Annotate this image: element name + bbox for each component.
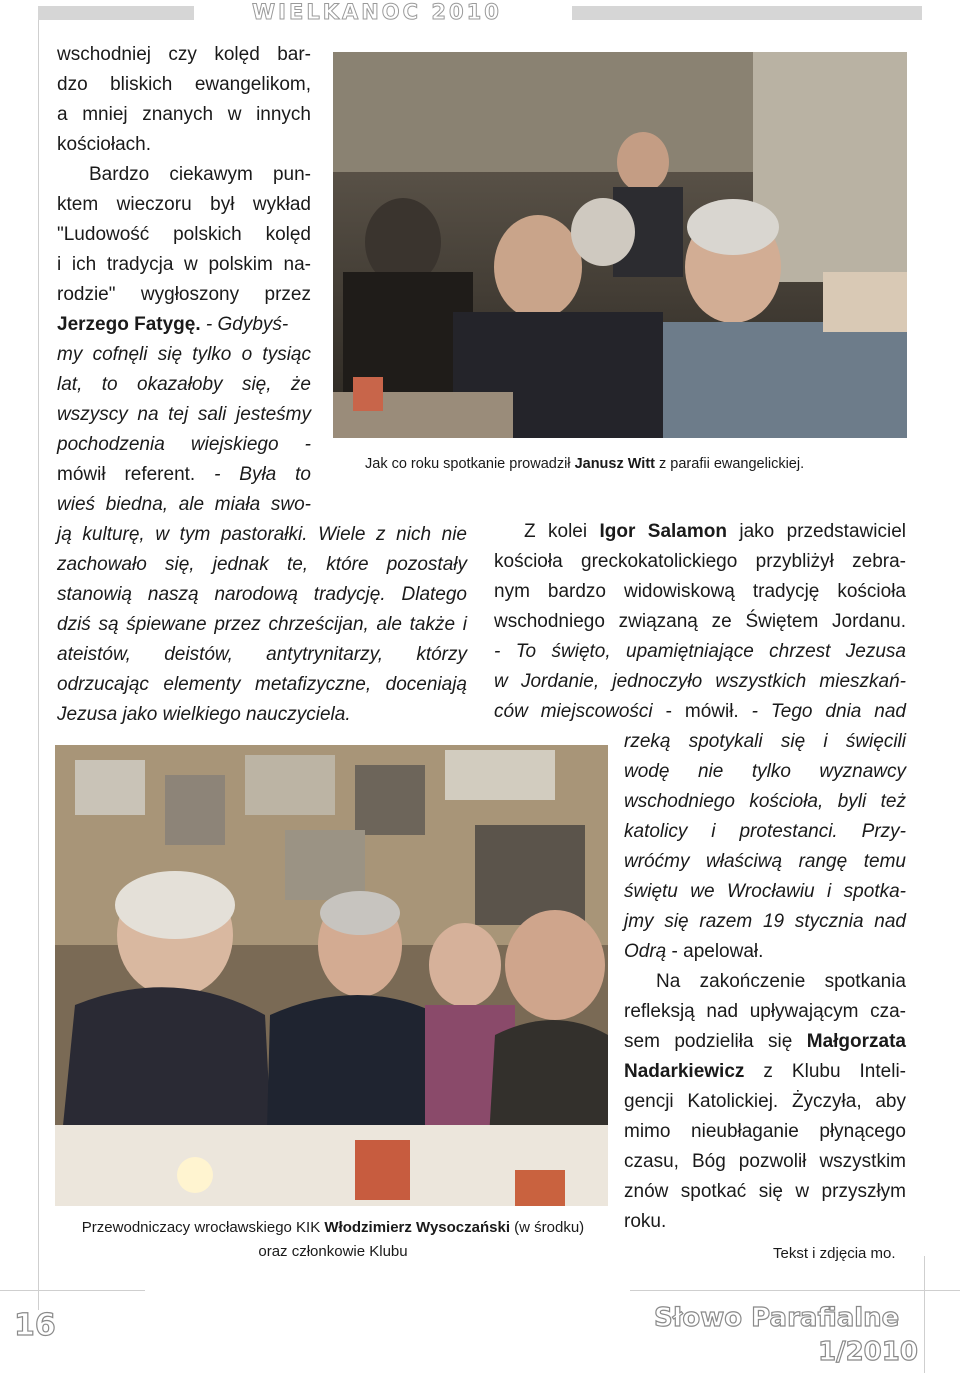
caption-name: Janusz Witt (574, 456, 655, 472)
quote-line: ateistów, deistów, antytrynitarzy, którzy (57, 644, 467, 665)
quote-line: świętu we Wrocławiu i spotka- (624, 881, 906, 902)
quote-text: - Była to (195, 464, 311, 485)
caption-text: Przewodniczacy wrocławskiego KIK (81, 1219, 325, 1236)
speaker-name: Nadarkiewicz (624, 1061, 745, 1082)
speaker-name: Jerzego Fatygę. (57, 314, 201, 335)
caption-line (58, 1216, 608, 1240)
text-line: nym bardzo widowiskową tradycję kościoła (494, 581, 906, 602)
quote-line: pochodzenia wiejskiego - (57, 434, 311, 455)
quote-line: dziś są śpiewane przez chrześcijan, ale także i (57, 614, 467, 635)
text-fragment: - mówił. (652, 701, 739, 722)
quote-line: wodę nie tylko wyznawcy (624, 761, 906, 782)
footer-rule-right (630, 1290, 960, 1291)
text-fragment: jako przedstawiciel (726, 521, 906, 542)
footer-rule-vertical (924, 1256, 925, 1373)
photo-meeting-top (333, 52, 907, 438)
header-bar-right (572, 6, 922, 20)
photo-caption-top (365, 456, 804, 472)
text-line: wschodniego związaną ze Świętem Jordanu. (494, 611, 906, 632)
quote-line: wschodniego kościoła, byli też (624, 791, 906, 812)
quote-line: stanowią naszą narodową tradycję. Dlatego (57, 584, 467, 605)
quote-line: wróćmy właściwą rangę temu (624, 851, 906, 872)
text-line: znów spotkać się w przyszłym (624, 1181, 906, 1202)
text-line: i ich tradycja w polskim na- (57, 254, 311, 275)
caption-name: Włodzimierz Wysoczański (324, 1219, 510, 1236)
text-line: ktem wieczoru był wykład (57, 194, 311, 215)
text-line (57, 463, 311, 487)
quote-text: ców miejscowości (494, 701, 653, 722)
text-line (494, 700, 906, 724)
text-line: refleksją nad upływającym cza- (624, 1001, 906, 1022)
quote-line: ją kulturę, w tym pastorałki. Wiele z nich nie (57, 524, 467, 545)
footer-rule-left (0, 1290, 145, 1291)
caption-text: z parafii ewangelickiej. (655, 456, 805, 472)
text-line: Na zakończenie spotkania (656, 971, 906, 992)
photo-meeting-bottom (55, 745, 608, 1206)
text-line: mimo nieubłaganie płynącego (624, 1121, 906, 1142)
quote-line: Jezusa jako wielkiego nauczyciela. (57, 704, 351, 725)
quote-line: odrzucając elementy metafizyczne, doceniają (57, 674, 467, 695)
text-line (624, 1060, 906, 1084)
text-fragment: Z kolei (524, 521, 600, 542)
text-line: czasu, Bóg pozwolił wszystkim (624, 1151, 906, 1172)
speaker-name: Małgorzata (806, 1031, 906, 1052)
text-line (624, 1030, 906, 1054)
quote-line: jmy się razem 19 stycznia nad (624, 911, 906, 932)
header-bar-left (38, 6, 194, 20)
caption-text: (w środku) (510, 1219, 585, 1236)
quote-line: rzeką spotykali się i święcili (624, 731, 906, 752)
magazine-title: Słowo Parafialne (654, 1303, 900, 1333)
text-line (624, 940, 763, 964)
quote-line: wszyscy na tej sali jesteśmy (57, 404, 311, 425)
photo-credit: Tekst i zdjęcia mo. (773, 1245, 896, 1262)
quote-text: Odrą (624, 941, 667, 962)
header-title: WIELKANOC 2010 (252, 0, 502, 24)
text-line: gencji Katolickiej. Życzyła, aby (624, 1091, 906, 1112)
quote-line: zachowało się, jednak te, które pozostały (57, 554, 467, 575)
text-line: dzo bliskich ewangelikom, (57, 74, 311, 95)
text-fragment: z Klubu Inteli- (744, 1061, 906, 1082)
issue-number: 1/2010 (818, 1337, 918, 1367)
caption-text: Jak co roku spotkanie prowadził (365, 456, 575, 472)
quote-text: - Tego dnia nad (738, 701, 906, 722)
caption-line: oraz członkowie Klubu (258, 1243, 408, 1260)
text-fragment: sem podzieliła się (624, 1031, 807, 1052)
text-line (57, 313, 288, 337)
text-line: kościoła greckokatolickiego przybliżył zebra- (494, 551, 906, 572)
text-fragment: mówił referent. (57, 464, 196, 485)
quote-text: - Gdybyś- (200, 314, 289, 335)
quote-line: my cofnęli się tylko o tysiąc (57, 344, 311, 365)
text-line: wschodniej czy kolęd bar- (57, 44, 311, 65)
quote-line: w Jordanie, jednoczyło wszystkich mieszkań- (494, 671, 906, 692)
page-number: 16 (14, 1308, 56, 1343)
quote-line: - To święto, upamiętniające chrzest Jezusa (494, 641, 906, 662)
left-rule (38, 20, 39, 1310)
text-line: a mniej znanych w innych (57, 104, 311, 125)
text-line: "Ludowość polskich kolęd (57, 224, 311, 245)
quote-line: wieś biedna, ale miała swo- (57, 494, 311, 515)
text-line: Bardzo ciekawym pun- (89, 164, 311, 185)
text-line: roku. (624, 1211, 667, 1232)
text-line: kościołach. (57, 134, 151, 155)
text-line: rodzie" wygłoszony przez (57, 284, 311, 305)
quote-line: katolicy i protestanci. Przy- (624, 821, 906, 842)
photo-caption-bottom (58, 1216, 608, 1264)
speaker-name: Igor Salamon (599, 521, 727, 542)
quote-line: lat, to okazałoby się, że (57, 374, 311, 395)
text-fragment: - apelował. (666, 941, 764, 962)
text-line (524, 520, 906, 544)
